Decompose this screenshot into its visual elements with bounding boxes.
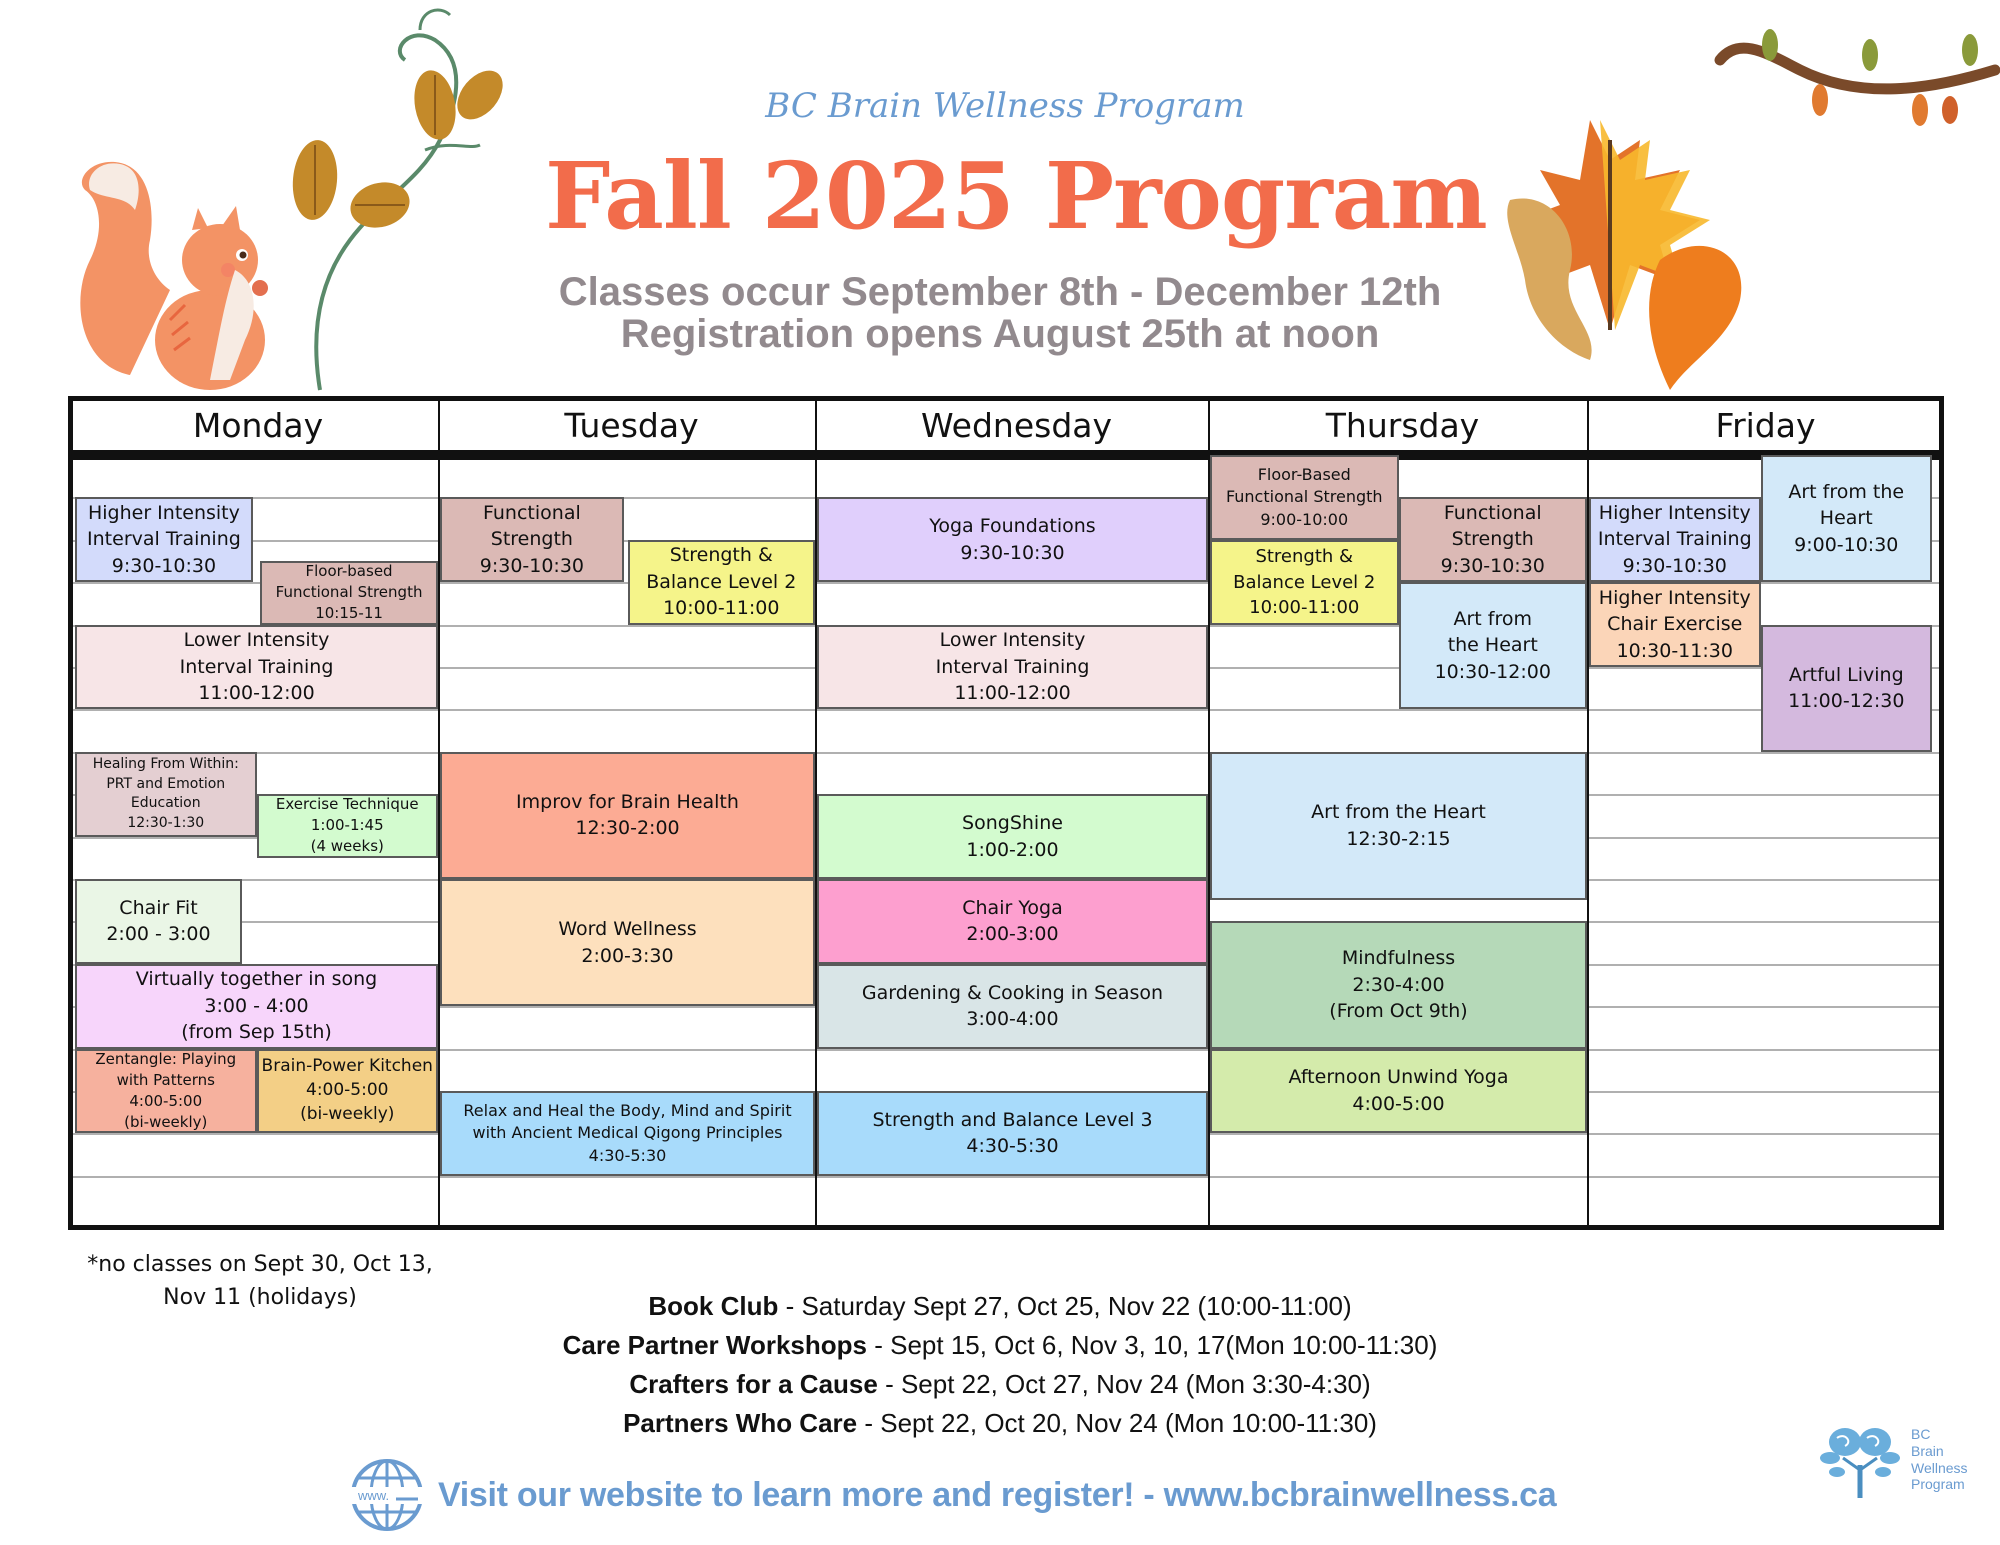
website-banner[interactable]	[350, 1458, 1556, 1532]
class-text: 12:30-2:00	[575, 817, 680, 840]
class-text: 9:30-10:30	[1622, 555, 1727, 578]
class-block[interactable]	[440, 1091, 815, 1176]
class-text: 9:00-10:30	[1794, 533, 1899, 556]
logo-text: BC Brain Wellness Program	[1911, 1426, 1968, 1493]
class-block[interactable]	[817, 497, 1208, 582]
class-name: Healing From Within:	[92, 756, 239, 772]
class-block[interactable]	[1210, 752, 1587, 900]
day-header-wednesday: Wednesday	[820, 401, 1213, 455]
class-name: the Heart	[1447, 634, 1538, 657]
class-name: Heart	[1819, 507, 1873, 530]
class-name: Functional	[1443, 501, 1542, 524]
class-name: Mindfulness	[1341, 947, 1456, 970]
registration-date: Registration opens August 25th at noon	[620, 312, 1380, 356]
class-block[interactable]	[1210, 1049, 1587, 1134]
class-name: Education	[130, 795, 201, 812]
class-name: Chair Yoga	[962, 896, 1063, 919]
class-block[interactable]	[817, 879, 1208, 964]
class-name: Virtually together in song	[135, 968, 378, 991]
class-name: Improv for Brain Health	[516, 790, 739, 813]
footnote-line-1: *no classes on Sept 30, Oct 13,	[87, 1252, 433, 1277]
class-text: 9:30-10:30	[111, 555, 217, 578]
class-name: Chair Fit	[119, 896, 198, 919]
class-name: Zentangle: Playing	[95, 1050, 237, 1068]
class-text: (4 weeks)	[310, 837, 384, 856]
class-text: (from Sep 15th)	[181, 1021, 332, 1044]
class-block[interactable]	[817, 964, 1208, 1049]
class-name: Strength	[1451, 528, 1534, 551]
class-name: Functional Strength	[1225, 487, 1383, 507]
class-block[interactable]	[75, 879, 242, 964]
class-block[interactable]	[1399, 497, 1588, 582]
class-block[interactable]	[1589, 582, 1761, 667]
class-name: Word Wellness	[558, 918, 697, 940]
special-event-care-partner-workshops: Care Partner Workshops - Sept 15, Oct 6, Nov 3, 10, 17(Mon 10:00-11:30)	[562, 1330, 1438, 1360]
class-text: 2:00-3:00	[966, 923, 1059, 946]
class-name: SongShine	[962, 811, 1063, 834]
special-event-crafters-for-a-cause: Crafters for a Cause - Sept 22, Oct 27, Nov 24 (Mon 3:30-4:30)	[629, 1369, 1371, 1399]
footnote-line-2: Nov 11 (holidays)	[163, 1285, 357, 1310]
class-dates: Classes occur September 8th - December 12th	[558, 270, 1442, 314]
special-events-list	[0, 1287, 2000, 1443]
bc-brain-wellness-logo	[1815, 1420, 1968, 1500]
class-block[interactable]	[440, 752, 815, 879]
time-row-line	[73, 752, 1939, 754]
class-name: Interval Training	[1597, 528, 1752, 551]
class-name: Functional	[483, 501, 581, 524]
class-name: Art from the Heart	[1311, 801, 1486, 824]
class-block[interactable]	[75, 497, 253, 582]
class-text: 11:00-12:00	[954, 682, 1071, 705]
class-block[interactable]	[75, 625, 438, 710]
class-text: 4:00-5:00	[129, 1092, 203, 1110]
class-name: Strength	[490, 528, 573, 551]
class-text: 2:00 - 3:00	[106, 923, 211, 946]
class-text: (bi-weekly)	[124, 1113, 208, 1131]
class-block[interactable]	[817, 625, 1208, 710]
class-name: Exercise Technique	[275, 795, 419, 814]
class-block[interactable]	[1210, 540, 1399, 625]
class-name: Higher Intensity	[87, 501, 240, 524]
class-name: Yoga Foundations	[929, 515, 1096, 538]
time-row-line	[73, 1176, 1939, 1178]
class-name: Floor-Based	[1257, 464, 1351, 484]
time-row-line	[73, 709, 1939, 711]
class-name: with Ancient Medical Qigong Principles	[472, 1123, 783, 1143]
website-link[interactable]: Visit our website to learn more and register! - www.bcbrainwellness.ca	[438, 1475, 1557, 1514]
special-event-partners-who-care: Partners Who Care - Sept 22, Oct 20, Nov 24 (Mon 10:00-11:30)	[623, 1408, 1377, 1438]
class-name: Strength &	[669, 544, 773, 567]
class-block[interactable]	[1399, 582, 1588, 709]
class-name: Artful Living	[1788, 663, 1904, 686]
class-name: Interval Training	[179, 655, 334, 678]
day-header-friday: Friday	[1592, 401, 1939, 455]
class-block[interactable]	[440, 497, 624, 582]
class-name: Higher Intensity	[1598, 501, 1751, 524]
class-block[interactable]	[628, 540, 816, 625]
class-text: (From Oct 9th)	[1329, 1000, 1468, 1023]
program-subtitle: BC Brain Wellness Program	[765, 86, 1245, 126]
class-text: 4:00-5:00	[306, 1080, 389, 1101]
class-name: with Patterns	[116, 1071, 215, 1089]
class-block[interactable]	[75, 752, 257, 837]
class-text: 12:30-2:15	[1346, 827, 1451, 850]
class-text: 1:00-1:45	[310, 816, 384, 835]
class-text: 4:00-5:00	[1352, 1092, 1445, 1115]
brain-tree-icon	[1815, 1420, 1905, 1500]
day-header-monday: Monday	[73, 401, 443, 455]
class-block[interactable]	[1761, 625, 1933, 752]
class-block[interactable]	[75, 964, 438, 1049]
class-block[interactable]	[1210, 921, 1587, 1048]
squirrel-illustration	[60, 150, 280, 390]
class-name: Relax and Heal the Body, Mind and Spirit	[463, 1100, 792, 1120]
class-name: Lower Intensity	[183, 629, 330, 652]
class-block[interactable]	[1589, 497, 1761, 582]
class-text: 10:00-11:00	[1249, 596, 1360, 618]
class-text: 4:30-5:30	[588, 1145, 667, 1165]
class-name: Balance Level 2	[1233, 571, 1376, 593]
class-text: 2:30-4:00	[1352, 973, 1445, 996]
class-name: Brain-Power Kitchen	[261, 1056, 433, 1077]
page-title: Fall 2025 Program	[545, 142, 1487, 250]
class-block[interactable]	[75, 1049, 257, 1134]
day-header-tuesday: Tuesday	[443, 401, 820, 455]
class-text: 9:30-10:30	[1440, 555, 1545, 578]
class-name: Functional Strength	[275, 583, 423, 602]
header-divider	[73, 455, 1939, 460]
special-event-book-club: Book Club - Saturday Sept 27, Oct 25, Nov 22 (10:00-11:00)	[648, 1291, 1352, 1321]
class-text: 11:00-12:00	[198, 682, 315, 705]
schedule-grid	[68, 396, 1944, 1230]
class-text: 12:30-1:30	[127, 814, 205, 831]
class-text: 3:00-4:00	[966, 1008, 1059, 1031]
class-name: Higher Intensity	[1598, 586, 1751, 609]
class-text: 1:00-2:00	[966, 838, 1059, 861]
class-name: Chair Exercise	[1607, 613, 1743, 636]
class-text: 10:30-12:00	[1434, 661, 1551, 684]
class-name: Interval Training	[935, 655, 1090, 678]
class-text: 9:30-10:30	[479, 555, 585, 578]
class-name: Art from the	[1788, 480, 1905, 503]
class-block[interactable]	[257, 794, 439, 858]
class-block[interactable]	[257, 1049, 439, 1134]
class-text: 3:00 - 4:00	[204, 994, 309, 1017]
autumn-leaves-illustration	[1490, 100, 1790, 400]
class-name: Floor-based	[305, 562, 393, 581]
class-block[interactable]	[817, 794, 1208, 879]
class-name: Lower Intensity	[939, 629, 1086, 652]
class-block[interactable]	[260, 561, 438, 625]
class-text: 10:30-11:30	[1616, 639, 1733, 662]
svg-text:www.: www.	[358, 1488, 390, 1503]
class-text: 9:30-10:30	[960, 541, 1065, 564]
class-block[interactable]	[817, 1091, 1208, 1176]
class-text: 9:00-10:00	[1260, 509, 1349, 529]
class-block[interactable]	[1761, 455, 1933, 582]
globe-www-icon	[350, 1458, 424, 1532]
class-name: PRT and Emotion	[106, 775, 226, 792]
class-text: (bi-weekly)	[300, 1103, 395, 1124]
class-text: 11:00-12:30	[1788, 690, 1905, 713]
class-name: Gardening & Cooking in Season	[861, 981, 1164, 1004]
class-block[interactable]	[440, 879, 815, 1006]
class-text: 2:00-3:30	[581, 944, 674, 967]
class-text: 10:15-11	[315, 604, 383, 623]
class-block[interactable]	[1210, 455, 1399, 540]
class-name: Art from	[1453, 607, 1532, 630]
class-name: Strength &	[1255, 546, 1354, 568]
class-text: 10:00-11:00	[663, 597, 780, 620]
class-name: Afternoon Unwind Yoga	[1288, 1066, 1509, 1089]
day-header-thursday: Thursday	[1213, 401, 1592, 455]
class-name: Balance Level 2	[646, 570, 797, 593]
class-name: Interval Training	[87, 528, 241, 551]
class-text: 4:30-5:30	[966, 1135, 1059, 1158]
class-name: Strength and Balance Level 3	[872, 1108, 1153, 1131]
